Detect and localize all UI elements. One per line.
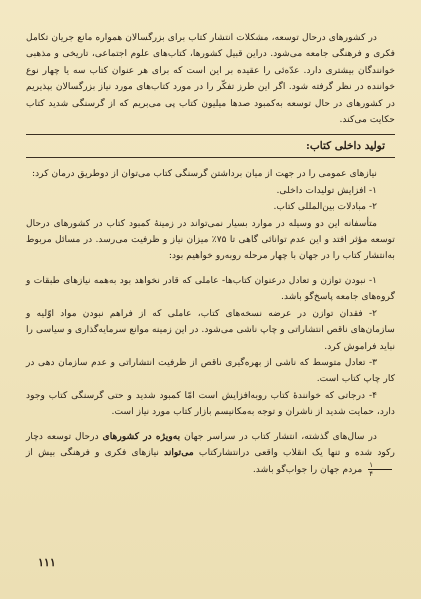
final-bold-text: می‌تواند: [164, 446, 194, 458]
unfortunately-paragraph: متأسفانه این دو وسیله در موارد بسیار نمی‌تواند در زمینهٔ کمبود کتاب در کشورهای درحال توسعه مؤثر افتد و این عدم توانائی گاهی تا ۷۵٪ میزان نیاز و ظرفیت می‌رسد. در مسائل مربوط به‌انتشار کتاب را در جهان با چهار مرحله روبه‌رو خواهیم بود:: [26, 217, 395, 262]
heading-rule-bottom: [26, 157, 395, 158]
section-heading-block: [26, 134, 395, 158]
needs-list-item: ۱- افزایش تولیدات داخلی.: [276, 184, 377, 196]
phase-item: ۳- تعادل متوسط که ناشی از بهره‌گیری ناقص از ظرفیت انتشاراتی و عدم سازمان دهی در کار چاپ کتاب است.: [26, 356, 395, 385]
phase-item: ۲- فقدان توازن در عرضه نسخه‌های کتاب، عاملی که از فراهم نبودن مواد اوّلیه و سازمان‌های ناقص انتشاراتی و چاپ ناشی می‌شود. در این زمینه موانع سرمایه‌گذاری و سیاسی را نباید فراموش کرد.: [26, 307, 395, 352]
text-body: [26, 30, 395, 479]
needs-list-item: ۲- مبادلات بین‌المللی کتاب.: [273, 201, 377, 213]
spacer: [26, 421, 395, 429]
final-bold-text: به‌ویژه در کشورهای: [102, 430, 181, 442]
final-text-part3: نیازهای فکری و فرهنگی بیش از: [26, 446, 164, 458]
phase-item: ۱- نبودن توازن و تعادل درعنوان کتاب‌ها- عاملی که قادر نخواهد بود به‌همه نیازهای طبقات و گروه‌های جامعه پاسخ‌گو باشد.: [26, 274, 395, 303]
final-text-part4: مردم جهان را جواب‌گو باشد.: [252, 464, 366, 476]
final-paragraph: [26, 429, 395, 479]
final-text-part2: درحال توسعه دچار رکود شده و تنها یک انقلاب واقعی درانتشارکتاب: [26, 430, 395, 458]
fraction-numerator: ۱: [368, 461, 392, 470]
spacer: [26, 265, 395, 273]
fraction-denominator: ۴: [369, 470, 373, 479]
intro-paragraph: در کشورهای درحال توسعه، مشکلات انتشار کتاب برای بزرگسالان همواره مانع جریان تکامل فکری و فرهنگی جامعه می‌شود. دراین قبیل کشورها، کتاب‌های علوم اجتماعی، تاریخی و مذهبی خوانندگان بیشتری دارد. عدّه‌ئی را عقیده بر این است که برای هر عنوان کتاب سه یا چهار نوع خواننده در نظر گرفته شود. اگر این طرز تفکّر را در مورد کتاب‌های مورد نیاز بزرگسالان بپذیریم در کشورهای در حال توسعه به‌کمبود صدها میلیون کتاب پی می‌بریم که از گرسنگی شدید کتاب حکایت می‌کند.: [26, 32, 395, 126]
fraction: [368, 461, 392, 478]
phase-item: ۴- درجاتی که خوانندهٔ کتاب روبه‌افزایش است امّا کمبود شدید و حتی گرسنگی کتاب وجود دارد، حمایت شدید از ناشران و توجه به‌مکانیسم بازار کتاب مورد نیاز است.: [26, 389, 395, 418]
final-text-part1: در سال‌های گذشته، انتشار کتاب در سراسر جهان: [180, 430, 377, 442]
page-number: ۱۱۱: [38, 556, 56, 569]
section-heading: تولید داخلی کتاب:: [306, 140, 385, 153]
needs-paragraph: نیازهای عمومی را در جهت از میان برداشتن گرسنگی کتاب می‌توان از دوطریق درمان کرد:: [32, 168, 377, 180]
